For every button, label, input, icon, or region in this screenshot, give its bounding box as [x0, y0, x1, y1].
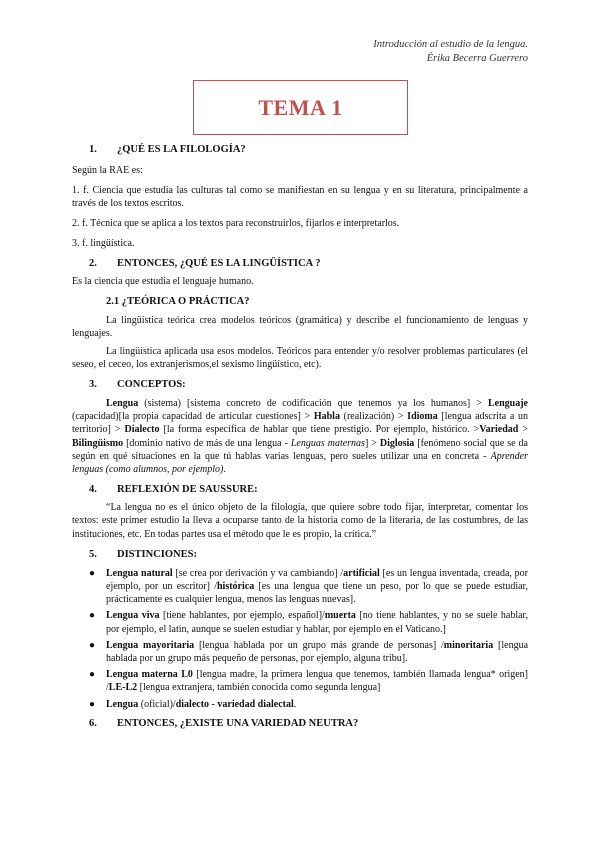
- definition-2: 2. f. Técnica que se aplica a los textos para reconstruirlos, fijarlos e interpretarlos.: [72, 217, 400, 229]
- header-course: Introducción al estudio de la lengua.: [373, 39, 528, 50]
- section-5-heading: 5. DISTINCIONES:: [89, 548, 197, 560]
- list-item: ● Lengua natural [se crea por derivación y va cambiando] /artificial [es un lengua inventada, creada, por ejemplo, por un escritor] /histórica [es una lengua que tiene un peso, por lo que se puede estudiar, prácticamente es cualquier lengua, menos las lenguas nuevas].: [89, 567, 529, 606]
- document-body: [72, 143, 528, 731]
- section-2-heading: 2. ENTONCES, ¿QUÉ ES LA LINGÜÍSTICA ?: [89, 258, 321, 270]
- concepts-paragraph: Lengua (sistema) [sistema concreto de codificación que tenemos ya los humanos] > Lenguaje (capacidad)[la propia capacidad de articular cuestiones] > Habla (realización) > Idioma [lengua adscrita a un territorio] > Dialecto [la forma específica de hablar que tiene prestigio. Por ejemplo, histórico. >Variedad > Bilingüismo [dominio nativo de más de una lengua - Lenguas maternas] > Diglosia [fenómeno social que se da según en qué situaciones en la que tú hablas varias lenguas, pero sueles utilizar una en concreta - Aprender lenguas (como alumnos, por ejemplo).: [72, 398, 529, 476]
- list-item: ● Lengua mayoritaria [lengua hablada por un grupo más grande de personas] /minoritaria [lengua hablada por un grupo más pequeño de personas, por ejemplo, alguna tribu].: [89, 639, 529, 665]
- section-4-heading: 4. REFLEXIÓN DE SAUSSURE:: [89, 484, 258, 496]
- section-3-heading: 3. CONCEPTOS:: [89, 379, 186, 391]
- distinctions-list: [72, 567, 528, 711]
- section-1-heading: 1. ¿QUÉ ES LA FILOLOGÍA?: [89, 144, 246, 155]
- list-item: ● Lengua materna L0 [lengua madre, la primera lengua que tenemos, también llamada lengua* origen] /LE-L2 [lengua extranjera, también conocida como segunda lengua]: [89, 669, 528, 694]
- title-box: [193, 80, 408, 135]
- definition-3: 3. f. lingüística.: [72, 237, 135, 249]
- subsection-2-1-heading: 2.1 ¿TEÓRICA O PRÁCTICA?: [106, 296, 250, 308]
- paragraph-aplicada: La lingüística aplicada usa esos modelos. Teóricos para entender y/o resolver problemas particulares (el seseo, el ceceo, los extranjerismos,el sexismo lingüístico, etc).: [72, 345, 528, 370]
- bullet-icon: ●: [89, 567, 96, 579]
- bullet-icon: ●: [89, 669, 96, 681]
- page-title: TEMA 1: [258, 94, 343, 120]
- header-author: Érika Becerra Guerrero: [426, 53, 528, 64]
- list-item: ● Lengua viva [tiene hablantes, por ejemplo, español]/muerta [no tiene hablantes, y no se suele hablar, por ejemplo, el latín, aunque se suelen estudiar y hablar, por ejemplo en el Vaticano.]: [89, 610, 528, 635]
- bullet-icon: ●: [89, 610, 96, 622]
- definition-1: 1. f. Ciencia que estudia las culturas tal como se manifiestan en su lengua y en su literatura, principalmente a través de los textos escritos.: [72, 185, 528, 210]
- section-6-heading: 6. ENTONCES, ¿EXISTE UNA VARIEDAD NEUTRA?: [89, 717, 359, 729]
- saussure-quote: “La lengua no es el único objeto de la filología, que quiere sobre todo fijar, interpretar, comentar los textos: este primer estudio la lleva a ocuparse tanto de la historia como de la literaria, de las costumbres, de las instituciones, etc. En todas partes usa el método que le es propio, la crítica.”: [72, 502, 528, 540]
- section-2-text: Es la ciencia que estudia el lenguaje humano.: [72, 276, 254, 288]
- list-item: ● Lengua (oficial)/dialecto - variedad dialectal.: [89, 698, 297, 710]
- bullet-icon: ●: [89, 639, 96, 651]
- bullet-icon: ●: [89, 698, 96, 710]
- document-header: [373, 38, 528, 66]
- paragraph-teorica: La lingüística teórica crea modelos teóricos (gramática) y describe el funcionamiento de lenguas y lenguajes.: [72, 315, 528, 340]
- section-1-intro: Según la RAE es:: [72, 165, 143, 176]
